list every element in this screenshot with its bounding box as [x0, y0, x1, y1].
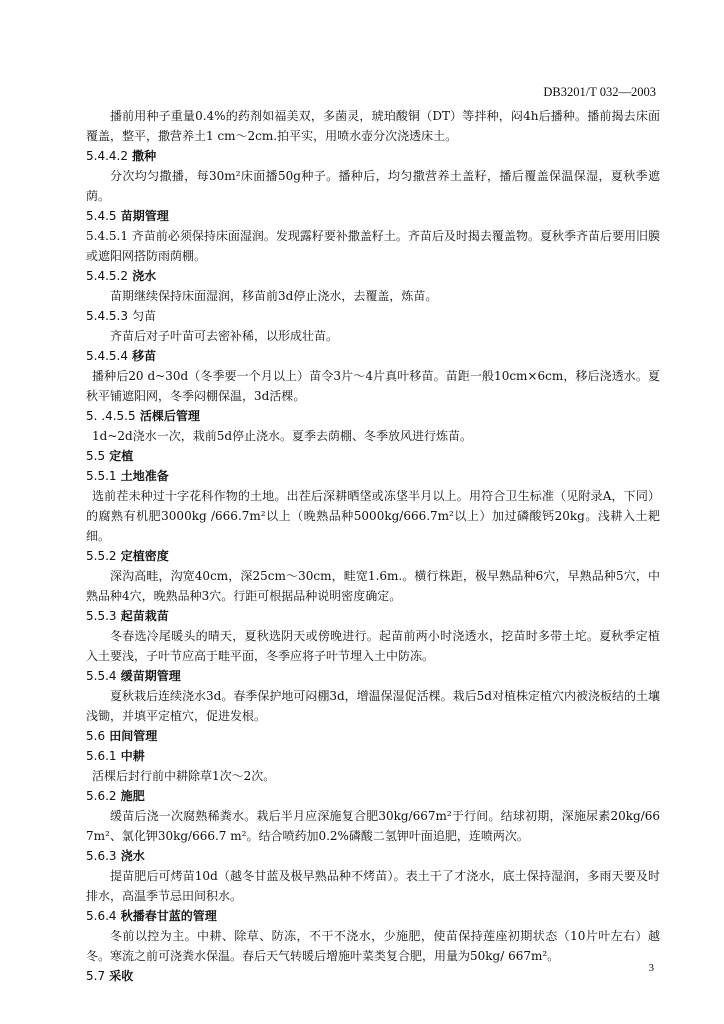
section-heading [86, 146, 660, 166]
section-number: 5.6.1 [86, 749, 117, 763]
paragraph: 冬春选冷尾暖头的晴天，夏秋选阴天或傍晚进行。起苗前两小时浇透水，挖苗时多带土坨。夏秋季定植入土要浅，子叶节应高于畦平面，冬季应将子叶节埋入土中防冻。 [86, 629, 660, 663]
document-body [86, 106, 660, 986]
section-number: 5.4.5.3 [86, 309, 128, 323]
section-title: 撒种 [132, 149, 157, 163]
section-number: 5.4.5 [86, 209, 117, 223]
paragraph: 提苗肥后可烤苗10d（越冬甘蓝及极早熟品种不烤苗）。表土干了才浇水，底土保持湿润，多雨天要及时排水，高温季节忌田间积水。 [86, 869, 660, 903]
paragraph: 播前用种子重量0.4%的药剂如福美双，多菌灵，琥珀酸铜（DT）等拌种，闷4h后播种。播前揭去床面覆盖，整平，撒营养土1 cm～2cm.拍平实，用喷水壶分次浇透床土。 [86, 109, 660, 143]
paragraph: 齐苗后对子叶苗可去密补稀，以形成壮苗。 [110, 329, 339, 343]
section-number: 5. .4.5.5 [86, 409, 136, 423]
section-title: 匀苗 [132, 309, 157, 323]
section-number: 5.7 [86, 969, 106, 983]
section-heading [86, 726, 660, 746]
section-number: 5.5.3 [86, 609, 117, 623]
section-heading [86, 746, 660, 766]
paragraph: 选前茬未种过十字花科作物的土地。出茬后深耕晒垡或冻垡半月以上。用符合卫生标准（见附录A，下同）的腐熟有机肥3000kg /666.7m²以上（晚熟品种5000kg/666.7m²以上）加过磷酸钙20kg。浅耕入土耙细。 [86, 489, 660, 543]
section-title: 活棵后管理 [139, 409, 200, 423]
section-title: 田间管理 [109, 729, 158, 743]
section-heading [86, 466, 660, 486]
section-number: 5.6 [86, 729, 106, 743]
section-title: 定植密度 [120, 549, 169, 563]
section-title: 施肥 [120, 789, 145, 803]
section-heading [86, 786, 660, 806]
section-title: 定植 [109, 449, 134, 463]
section-title: 秋播春甘蓝的管理 [120, 909, 217, 923]
section-title: 土地准备 [120, 469, 169, 483]
paragraph: 夏秋栽后连续浇水3d。春季保护地可闷棚3d，增温保湿促活棵。栽后5d对植株定植穴内被浇板结的土壤浅锄，并填平定植穴，促进发根。 [86, 689, 660, 723]
page-number: 3 [648, 962, 654, 974]
section-heading [86, 346, 660, 366]
section-heading [86, 206, 660, 226]
section-number: 5.5.4 [86, 669, 117, 683]
section-number: 5.5.2 [86, 549, 117, 563]
section-heading [86, 906, 660, 926]
paragraph: 分次均匀撒播，每30m²床面播50g种子。播种后，均匀撒营养土盖籽，播后覆盖保温保湿，夏秋季遮荫。 [86, 169, 660, 203]
paragraph: 活棵后封行前中耕除草1次～2次。 [92, 769, 276, 783]
section-heading [86, 406, 660, 426]
section-number: 5.6.3 [86, 849, 117, 863]
section-title: 缓苗期管理 [120, 669, 181, 683]
section-number: 5.4.5.4 [86, 349, 128, 363]
section-heading [86, 446, 660, 466]
paragraph: 5.4.5.1 齐苗前必须保持床面湿润。发现露籽要补撒盖籽土。齐苗后及时揭去覆盖物。夏秋季齐苗后要用旧膜或遮阳网搭防雨荫棚。 [86, 229, 660, 263]
paragraph: 1d~2d浇水一次，栽前5d停止浇水。夏季去荫棚、冬季放风进行炼苗。 [92, 429, 473, 443]
section-heading [86, 606, 660, 626]
section-number: 5.4.4.2 [86, 149, 128, 163]
section-title: 浇水 [120, 849, 145, 863]
paragraph: 冬前以控为主。中耕、除草、防冻，不干不浇水，少施肥，使苗保持莲座初期状态（10片叶左右）越冬。寒流之前可浇粪水保温。春后天气转暖后增施叶菜类复合肥，用量为50kg/ 667m²。 [86, 929, 660, 963]
section-title: 移苗 [132, 349, 157, 363]
section-title: 采收 [109, 969, 134, 983]
section-number: 5.6.2 [86, 789, 117, 803]
section-title: 中耕 [120, 749, 145, 763]
section-heading [86, 306, 660, 326]
paragraph: 缓苗后浇一次腐熟稀粪水。栽后半月应深施复合肥30kg/667m²于行间。结球初期，深施尿素20kg/667m²、氯化钾30kg/666.7 m²。结合喷药加0.2%磷酸二氢钾叶面追肥，连喷两次。 [86, 809, 660, 843]
section-number: 5.5 [86, 449, 106, 463]
section-heading [86, 966, 660, 986]
section-title: 浇水 [132, 269, 157, 283]
section-number: 5.6.4 [86, 909, 117, 923]
paragraph: 播种后20 d~30d（冬季要一个月以上）苗令3片～4片真叶移苗。苗距一般10cm×6cm，移后浇透水。夏秋平铺遮阳网，冬季闷棚保温，3d活棵。 [86, 369, 660, 403]
section-heading [86, 546, 660, 566]
section-number: 5.4.5.2 [86, 269, 128, 283]
paragraph: 深沟高畦，沟宽40cm，深25cm～30cm，畦宽1.6m.。横行株距，极早熟品种6穴，早熟品种5穴，中熟品种4穴，晚熟品种3穴。行距可根据品种说明密度确定。 [86, 569, 660, 603]
paragraph: 苗期继续保持床面湿润，移苗前3d停止浇水，去覆盖，炼苗。 [110, 289, 438, 303]
section-number: 5.5.1 [86, 469, 117, 483]
document-id: DB3201/T 032—2003 [543, 85, 656, 99]
section-title: 起苗栽苗 [120, 609, 169, 623]
section-heading [86, 846, 660, 866]
section-title: 苗期管理 [120, 209, 169, 223]
section-heading [86, 266, 660, 286]
section-heading [86, 666, 660, 686]
